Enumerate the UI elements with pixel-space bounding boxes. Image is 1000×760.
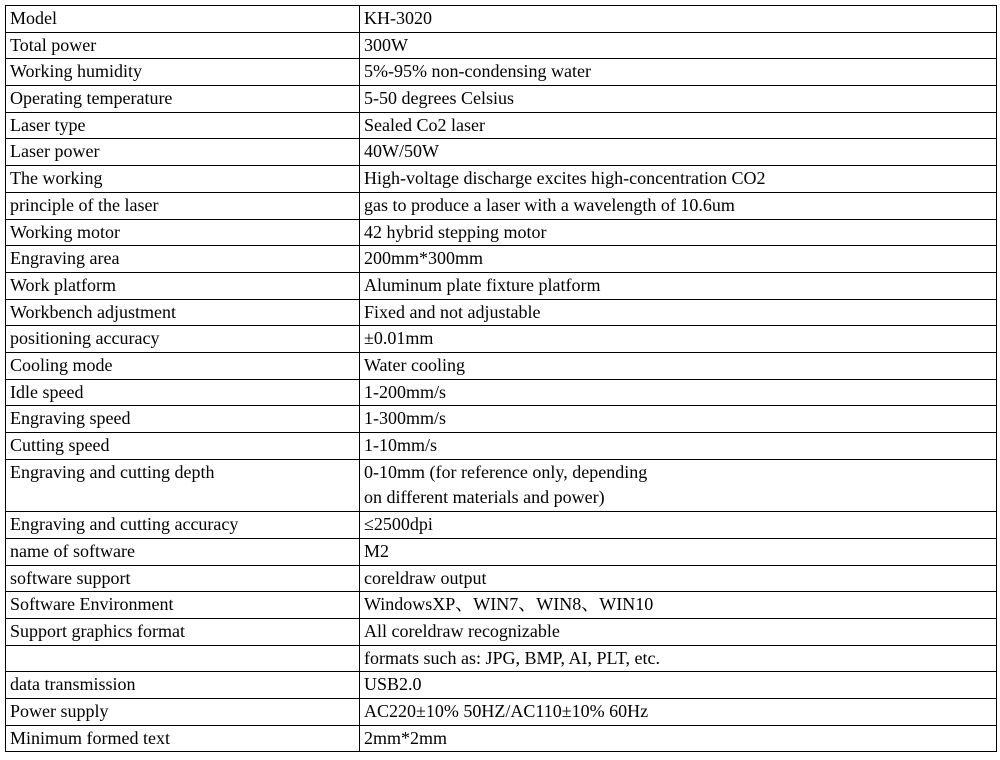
spec-value (360, 725, 997, 752)
spec-value (360, 538, 997, 565)
spec-table (5, 5, 997, 752)
spec-value-line: Water cooling (364, 354, 466, 375)
table-row (6, 618, 997, 645)
spec-value-line: 200mm*300mm (364, 248, 484, 269)
spec-value (360, 299, 997, 326)
spec-label: Workbench adjustment (6, 299, 360, 326)
spec-value-line: Aluminum plate fixture platform (364, 274, 601, 295)
table-row (6, 725, 997, 752)
spec-value-line: ±0.01mm (364, 328, 434, 349)
spec-value-line: 0-10mm (for reference only, depending (364, 461, 648, 482)
spec-value-line: Fixed and not adjustable (364, 301, 541, 322)
spec-value-line: coreldraw output (364, 567, 487, 588)
spec-value-line: 1-200mm/s (364, 381, 447, 402)
spec-value-line: ≤2500dpi (364, 514, 433, 535)
spec-value (360, 272, 997, 299)
spec-value (360, 618, 997, 645)
table-row (6, 379, 997, 406)
spec-value (360, 326, 997, 353)
spec-value (360, 6, 997, 33)
table-row (6, 32, 997, 59)
spec-value (360, 112, 997, 139)
table-row (6, 219, 997, 246)
table-row (6, 406, 997, 433)
spec-value (360, 512, 997, 539)
spec-label: positioning accuracy (6, 326, 360, 353)
spec-value (360, 645, 997, 672)
spec-value-line: High-voltage discharge excites high-concentration CO2 (364, 168, 766, 189)
spec-value (360, 59, 997, 86)
spec-value (360, 246, 997, 273)
spec-value-line: 5-50 degrees Celsius (364, 88, 514, 109)
spec-label: Engraving speed (6, 406, 360, 433)
spec-value-line: 5%-95% non-condensing water (364, 61, 591, 82)
spec-value (360, 379, 997, 406)
spec-value (360, 219, 997, 246)
spec-value-line: KH-3020 (364, 8, 432, 28)
table-row (6, 272, 997, 299)
spec-value (360, 565, 997, 592)
table-row (6, 645, 997, 672)
spec-label: Software Environment (6, 592, 360, 619)
table-row (6, 166, 997, 193)
table-row (6, 6, 997, 33)
spec-value-line: All coreldraw recognizable (364, 620, 560, 641)
table-row (6, 433, 997, 460)
spec-label: Work platform (6, 272, 360, 299)
table-row (6, 699, 997, 726)
table-row (6, 326, 997, 353)
table-row (6, 565, 997, 592)
spec-table-body (6, 6, 997, 752)
spec-value (360, 166, 997, 193)
spec-value-line: on different materials and power) (364, 486, 605, 507)
table-row (6, 192, 997, 219)
spec-value (360, 406, 997, 433)
table-row (6, 592, 997, 619)
spec-value-line: gas to produce a laser with a wavelength of 10.6um (364, 194, 735, 215)
spec-label: software support (6, 565, 360, 592)
spec-label: Operating temperature (6, 86, 360, 113)
spec-value-line: 42 hybrid stepping motor (364, 221, 547, 242)
spec-label: Engraving and cutting depth (6, 459, 360, 512)
spec-label: Engraving and cutting accuracy (6, 512, 360, 539)
spec-label: principle of the laser (6, 192, 360, 219)
table-row (6, 246, 997, 273)
spec-label: Cooling mode (6, 352, 360, 379)
table-row (6, 112, 997, 139)
spec-value (360, 86, 997, 113)
spec-value (360, 699, 997, 726)
spec-value (360, 672, 997, 699)
spec-value-line: WindowsXP、WIN7、WIN8、WIN10 (364, 594, 654, 615)
spec-value-line: 2mm*2mm (364, 727, 448, 748)
spec-value (360, 352, 997, 379)
table-row (6, 139, 997, 166)
spec-label: Power supply (6, 699, 360, 726)
table-row (6, 59, 997, 86)
spec-value (360, 433, 997, 460)
spec-value-line: 300W (364, 34, 408, 55)
spec-value-line: 1-10mm/s (364, 435, 438, 455)
spec-value-line: USB2.0 (364, 674, 422, 695)
spec-label: Idle speed (6, 379, 360, 406)
table-row (6, 299, 997, 326)
spec-value-line: formats such as: JPG, BMP, AI, PLT, etc. (364, 647, 661, 668)
spec-value (360, 459, 997, 512)
table-row (6, 512, 997, 539)
spec-value (360, 32, 997, 59)
spec-value (360, 192, 997, 219)
spec-label: Support graphics format (6, 618, 360, 645)
spec-label: data transmission (6, 672, 360, 699)
spec-label: Working motor (6, 219, 360, 246)
table-row (6, 459, 997, 512)
spec-label: Engraving area (6, 246, 360, 273)
spec-label: Minimum formed text (6, 725, 360, 752)
spec-label: name of software (6, 538, 360, 565)
spec-label: Laser power (6, 139, 360, 166)
spec-label (6, 645, 360, 672)
spec-value (360, 139, 997, 166)
table-row (6, 672, 997, 699)
spec-label: Working humidity (6, 59, 360, 86)
spec-value-line: 40W/50W (364, 141, 439, 162)
spec-value-line: 1-300mm/s (364, 408, 447, 429)
spec-value (360, 592, 997, 619)
spec-label: The working (6, 166, 360, 193)
table-row (6, 352, 997, 379)
spec-label: Total power (6, 32, 360, 59)
table-row (6, 538, 997, 565)
spec-value-line: M2 (364, 540, 390, 561)
table-row (6, 86, 997, 113)
spec-value-line: Sealed Co2 laser (364, 114, 485, 135)
spec-label: Model (6, 6, 360, 33)
spec-label: Cutting speed (6, 433, 360, 460)
spec-label: Laser type (6, 112, 360, 139)
spec-value-line: AC220±10% 50HZ/AC110±10% 60Hz (364, 701, 649, 721)
